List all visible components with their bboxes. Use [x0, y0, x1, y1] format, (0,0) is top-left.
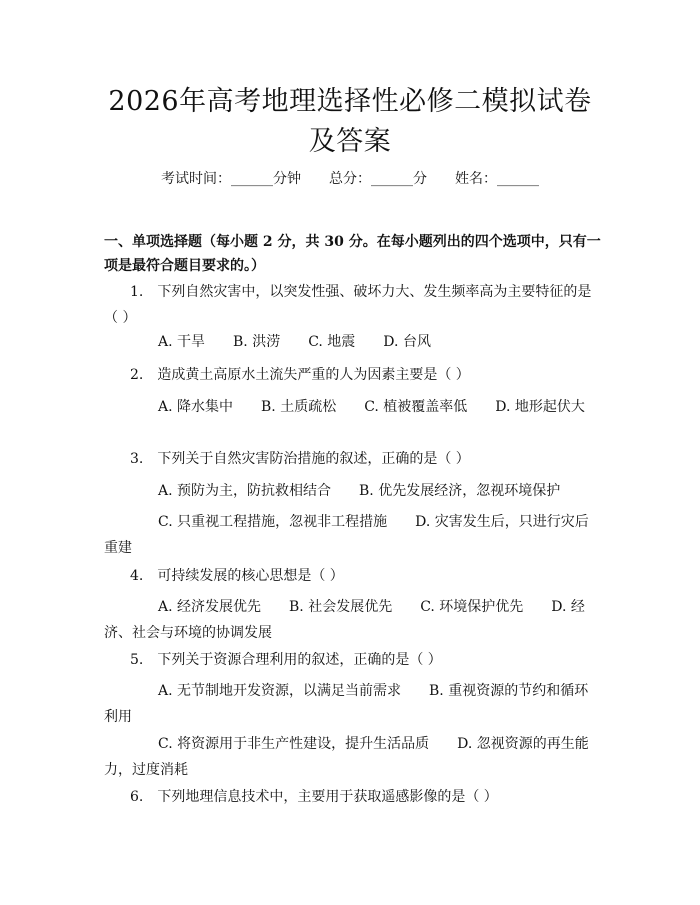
question-2-options: A. 降水集中 B. 土质疏松 C. 植被覆盖率低 D. 地形起伏大	[158, 399, 585, 415]
exam-total-score: 总分：______分	[329, 171, 427, 187]
question-3-stem: 3. 下列关于自然灾害防治措施的叙述，正确的是（ ）	[130, 451, 470, 467]
question-5-option-row-1: A. 无节制地开发资源，以满足当前需求 B. 重视资源的节约和循环利用	[104, 683, 589, 725]
document-title: 2026年高考地理选择性必修二模拟试卷及答案	[108, 86, 592, 157]
exam-meta	[0, 169, 700, 189]
section-heading: 一、单项选择题（每小题 2 分，共 30 分。在每小题列出的四个选项中，只有一项是最符合题目要求的。）	[104, 234, 601, 274]
question-1-stem: 1. 下列自然灾害中，以突发性强、破坏力大、发生频率高为主要特征的是（ ）	[104, 284, 592, 326]
question-5-option-row-2: C. 将资源用于非生产性建设，提升生活品质 D. 忽视资源的再生能力，过度消耗	[104, 736, 589, 778]
exam-time: 考试时间：______分钟	[161, 171, 301, 187]
question-2-stem: 2. 造成黄土高原水土流失严重的人为因素主要是（ ）	[130, 367, 470, 383]
question-6-stem: 6. 下列地理信息技术中，主要用于获取遥感影像的是（ ）	[130, 789, 498, 805]
question-5-stem: 5. 下列关于资源合理利用的叙述，正确的是（ ）	[130, 652, 442, 668]
question-4-stem: 4. 可持续发展的核心思想是（ ）	[130, 568, 344, 584]
exam-name: 姓名：______	[455, 171, 539, 187]
question-1-options: A. 干旱 B. 洪涝 C. 地震 D. 台风	[158, 334, 431, 350]
question-3-option-row-1: A. 预防为主，防抗救相结合 B. 优先发展经济，忽视环境保护	[158, 483, 561, 499]
question-4-options: A. 经济发展优先 B. 社会发展优先 C. 环境保护优先 D. 经济、社会与环境的协调发展	[104, 599, 585, 641]
question-3-option-row-2: C. 只重视工程措施，忽视非工程措施 D. 灾害发生后，只进行灾后重建	[104, 514, 589, 556]
